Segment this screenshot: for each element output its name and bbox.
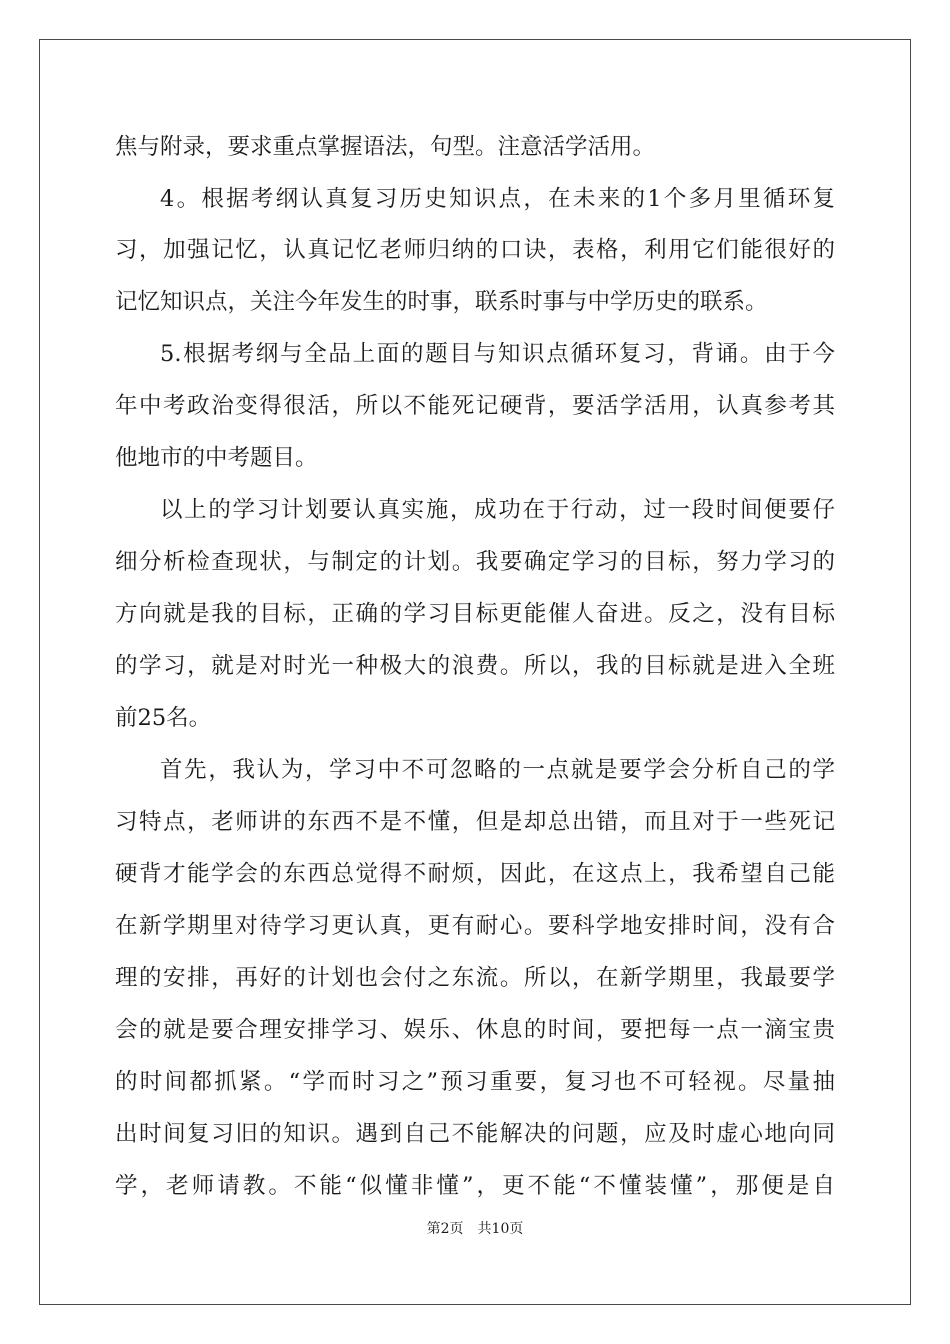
text-line-19: 的时间都抓紧。“学而时习之”预习重要，复习也不可轻视。尽量抽 (115, 1069, 835, 1095)
text-line-13: 首先，我认为，学习中不可忽略的一点就是要学会分析自己的学 (160, 757, 835, 783)
text-line-7: 他地市的中考题目。 (115, 445, 318, 471)
text-line-5: 5.根据考纲与全品上面的题目与知识点循环复习，背诵。由于今 (160, 341, 835, 367)
text-line-12: 前25名。 (115, 705, 212, 731)
text-line-15: 硬背才能学会的东西总觉得不耐烦，因此，在这点上，我希望自己能 (115, 861, 835, 887)
page-total: 共10页 (477, 1221, 524, 1237)
text-line-4: 记忆知识点，关注今年发生的时事，联系时事与中学历史的联系。 (115, 289, 768, 315)
text-line-6: 年中考政治变得很活，所以不能死记硬背，要活学活用，认真参考其 (115, 393, 835, 419)
page-footer (0, 1218, 950, 1238)
text-line-21: 学，老师请教。不能“似懂非懂”，更不能“不懂装懂”，那便是自 (115, 1173, 835, 1199)
page-number: 第2页 (426, 1221, 464, 1237)
text-line-16: 在新学期里对待学习更认真，更有耐心。要科学地安排时间，没有合 (115, 913, 835, 939)
text-line-3: 习，加强记忆，认真记忆老师归纳的口诀，表格，利用它们能很好的 (115, 237, 835, 263)
text-line-11: 的学习，就是对时光一种极大的浪费。所以，我的目标就是进入全班 (115, 653, 835, 679)
text-line-20: 出时间复习旧的知识。遇到自己不能解决的问题，应及时虚心地向同 (115, 1121, 835, 1147)
text-line-8: 以上的学习计划要认真实施，成功在于行动，过一段时间便要仔 (160, 497, 835, 523)
text-line-10: 方向就是我的目标，正确的学习目标更能催人奋进。反之，没有目标 (115, 601, 835, 627)
text-line-17: 理的安排，再好的计划也会付之东流。所以，在新学期里，我最要学 (115, 965, 835, 991)
text-line-18: 会的就是要合理安排学习、娱乐、休息的时间，要把每一点一滴宝贵 (115, 1017, 835, 1043)
text-line-1: 焦与附录，要求重点掌握语法，句型。注意活学活用。 (115, 134, 656, 160)
text-line-9: 细分析检查现状，与制定的计划。我要确定学习的目标，努力学习的 (115, 549, 835, 575)
text-line-2: 4。根据考纲认真复习历史知识点，在未来的1个多月里循环复 (160, 186, 835, 212)
text-line-14: 习特点，老师讲的东西不是不懂，但是却总出错，而且对于一些死记 (115, 809, 835, 835)
